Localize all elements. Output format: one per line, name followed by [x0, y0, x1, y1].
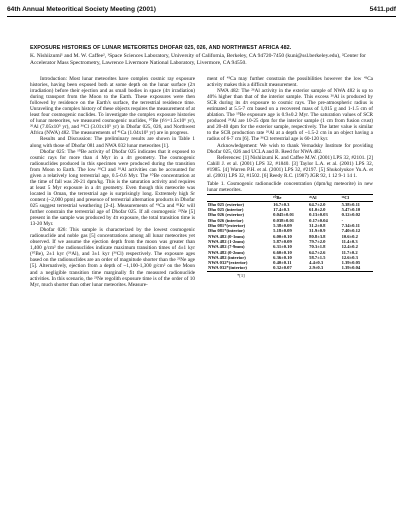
value-cell: 80.8±3.8	[309, 233, 326, 239]
references-paragraph: References: [1] Nishiizumi K. and Caffee M.W. (2001) LPS 32, #2101. [2] Cahill J. et al. (2001) LPS 32, #1840. [3] Taylor L.A. et al. (2001) LPS 32, #1985. [4] Warren P.H. et al. (2001) LPS 32, #2197. [5] Shukolyukov Yu.A. et al. (2001) LPS 32, #1502. [6] Reedy R.C. (1987) JGR 92, 1 12 9-1 14 1.	[207, 154, 373, 179]
value-cell: 6.00±0.10	[273, 233, 292, 239]
value-cell: 58.7±1.5	[309, 254, 326, 260]
conference-name: 64th Annual Meteoritical Society Meeting (2001)	[7, 6, 156, 13]
sample-name-cell: Dho 081*(exterior)	[208, 223, 246, 229]
value-cell: 79.7±2.0	[309, 238, 326, 244]
value-cell: 4.4±0.3	[309, 260, 324, 266]
value-cell: 0.13±0.03	[309, 212, 328, 218]
value-cell: 0.40±0.11	[273, 260, 292, 266]
sample-name-cell: Dho 026 (interior)	[208, 217, 244, 223]
nwa-482-paragraph: NWA 482: The ²⁶Al activity in the exterior sample of NWA 482 is up to 40% higher than that of the interior sample. This excess ²⁶Al is produced by SCR during its 4π exposure to cosmic rays. The pre-atmospheric radius is estimated at 5.5-7 cm based on a recovered mass of 1,015 g and 1-1.5 cm of ablation. The ¹⁰Be exposure age is 0.9±0.2 Myr. The saturation values of SCR produced ²⁶Al are 10-25 dpm for the interior sample (1 cm from fusion crust) and 20-40 dpm for the exterior sample, respectively. The latter value is similar to the SCR production rate ²⁶Al at a depth of ~1.5-2 cm in an object having a radius of 6-7 cm [6]. The ³⁶Cl terrestrial age is 60-120 kyr.	[207, 88, 373, 143]
sample-name-cell: NWA 482 (interior)	[208, 254, 246, 260]
sample-name-cell: NWA 032*(exterior)	[208, 260, 248, 266]
value-cell: 5.87±0.09	[273, 238, 292, 244]
sample-name-cell: Dho 026 (exterior)	[208, 212, 244, 218]
left-column	[30, 76, 195, 288]
value-cell: 1.39±0.04	[341, 265, 373, 271]
acknowledgement-paragraph: Acknowledgement: We wish to thank Vernadsky Institute for providing Dhofar 025, 026 and UCLA and B. Reed for NWA 482.	[207, 142, 373, 155]
value-cell: 12.6±0.3	[341, 254, 358, 260]
page-header	[7, 6, 396, 16]
table-row	[207, 212, 373, 217]
sample-name-cell: Dho 025 (exterior)	[208, 201, 244, 207]
header-cell	[207, 194, 272, 201]
value-cell: -	[341, 217, 344, 223]
value-cell: 7.40±0.12	[341, 228, 361, 234]
value-cell: 2.9±0.3	[308, 265, 340, 271]
value-cell: 0.32±0.07	[272, 265, 308, 271]
value-cell: 5.47±0.10	[341, 207, 361, 213]
sample-name-cell: Dho 025 (interior)	[208, 207, 244, 213]
header-cell: ¹⁰Be	[272, 194, 308, 201]
value-cell: 70.3±1.8	[309, 244, 326, 250]
value-cell: 12.4±0.2	[341, 244, 358, 250]
sample-name-cell: NWA 482 (7-9mm)	[208, 244, 245, 250]
dhofar-026-paragraph: Dhofar 026: This sample is characterized by the lowest cosmogenic radionuclide and noble gas [5] concentrations among all lunar meteorites yet observed. If we assume the ejection depth from the moon was greater than 1,400 g/cm² the radionuclides indicate maximum transition times of 4±1 kyr (¹⁰Be), 2±1 kyr (²⁶Al), and 3±1 kyr (³⁶Cl) respectively. The exposure ages based on the radionuclides are an order of magnitude shorter than the ²¹Ne age [5]. Alternatively, ejection from a depth of ~1,100-1,300 g/cm² on the Moon and a negligible transition time marginally fit the measured radionuclide activities. In this scenario, the ²¹Ne regolith exposure time is of the order of 10 Myr, much shorter than other lunar meteorites. Measure-	[30, 227, 195, 288]
value-cell: 5.38±0.11	[341, 201, 360, 207]
header-rule	[7, 16, 396, 17]
value-cell: 31.2±0.8	[309, 223, 326, 229]
paper-title: EXPOSURE HISTORIES OF LUNAR METEORITES DHOFAR 025, 026, AND NORTHWEST AFRICA 482.	[30, 45, 292, 51]
sample-name-cell: Dho 081*(interior)	[208, 228, 245, 234]
table-caption: Table 1. Cosmogenic radionuclide concentration (dpm/kg meteorite) in new lunar meteorites.	[207, 180, 373, 193]
value-cell: 6.36±0.10	[273, 254, 292, 260]
value-cell: 17.4±0.3	[273, 207, 290, 213]
value-cell: 11.4±0.3	[341, 238, 358, 244]
table-row	[207, 265, 373, 271]
value-cell: 5.38±0.09	[273, 223, 292, 229]
value-cell: 7.34±0.11	[341, 223, 360, 229]
value-cell: 0.038±0.01	[273, 217, 295, 223]
value-cell: 6.60±0.10	[273, 249, 292, 255]
header-cell: ²⁶Al	[308, 194, 340, 201]
sample-name-cell: NWA 032*(interior)	[207, 265, 272, 271]
value-cell: 0.17±0.04	[309, 217, 328, 223]
value-cell: 31.9±0.9	[309, 228, 326, 234]
value-cell: 0.12±0.02	[341, 212, 361, 218]
value-cell: 1.39±0.05	[341, 260, 361, 266]
right-column	[207, 76, 373, 279]
value-cell: 5.18±0.09	[273, 228, 292, 234]
value-cell: 16.7±0.3	[273, 201, 290, 207]
table-row	[207, 244, 373, 249]
value-cell: 61.0±2.0	[309, 207, 326, 213]
table-row	[207, 228, 373, 233]
table-header-row	[207, 194, 373, 201]
dhofar-025-paragraph: Dhofar 025: The ¹⁰Be activity of Dhofar 025 indicates that it exposed to cosmic rays for more than 4 Myr in a 4π geometry. The cosmogenic radionuclides produced in this specimen were produced during the transition from Moon to Earth. The low ³⁶Cl and ²⁶Al activities can be accounted for given a relatively long terrestrial age, 0.5-0.6 Myr. The ¹⁰Be concentration at the time of fall was 20-21 dpm/kg. This is the saturation activity and requires at least 5 Myr exposure in a 4π geometry. Even though this meteorite was located in Oman, the terrestrial age is surprisingly long. Extremely high Sr content (~2,000 ppm) and presence of terrestrial alternation products in Dhofar 025 suggest terrestrial weathering [2-4]. Measurements of ⁴¹Ca and ⁸¹Kr will further constrain the terrestrial age of Dhofar 025. If all cosmogenic ²¹Ne [5] present in the sample was produced by 4π exposure, the total transition time is 13-20 Myr.	[30, 148, 195, 228]
header-cell: ³⁶Cl	[341, 194, 373, 201]
radionuclide-table	[207, 194, 373, 272]
sample-name-cell: NWA 482 (0-1mm)	[208, 233, 245, 239]
sample-name-cell: NWA 482 (1-2mm)	[208, 238, 245, 244]
value-cell: 11.7±0.2	[341, 249, 358, 255]
table-body	[207, 201, 373, 271]
abstract-id: 5411.pdf	[369, 6, 396, 13]
value-cell: 64.7±2.0	[309, 201, 326, 207]
value-cell: 10.6±0.2	[341, 233, 358, 239]
intro-paragraph: Introduction: Most lunar meteorites have complex cosmic ray exposure histories, having been exposed both at some depth on the lunar surface (2π irradiation) before their ejection and as small bodies in space (4π irradiation) during transport from the Moon to the Earth. These exposures were then followed by residence on the Earth's surface, the terrestrial residence time. Unraveling the complex history of these objects requires the measurement of at least four cosmogenic nuclides. To investigate the complex exposure histories of lunar meteorites, we measured cosmogenic nuclides, ¹⁰Be (t½=1.5x10⁶ yr), ²⁶Al (7.05x10⁵ yr), and ³⁶Cl (3.01x10⁵ yr) in Dhofar 025, 026, and Northwest Africa (NWA) 482. The measurements of ⁴¹Ca (1.04x10⁵ yr) are in progress.	[30, 76, 195, 137]
value-cell: 0.045±0.01	[273, 212, 295, 218]
title-block	[30, 45, 375, 67]
value-cell: 64.7±2.6	[309, 249, 326, 255]
results-paragraph: Results and Discussion: The preliminary results are shown in Table 1 along with those of Dhofar 081 and NWA 032 lunar meteorites [1].	[30, 136, 195, 149]
table-footnote: *[1]	[237, 272, 245, 278]
value-cell: 6.31±0.10	[273, 244, 292, 250]
continued-paragraph: ment of ⁴¹Ca may further constrain the possibilities however the low ⁴¹Ca activity makes this a difficult measurement.	[207, 76, 373, 89]
sample-name-cell: NWA 482 (0-2mm)	[208, 249, 245, 255]
author-affiliations: K. Nishiizumi¹ and M. W. Caffee², ¹Space Sciences Laboratory, University of California, Berkeley, CA 94720-7450 (kuni@ssl.berkeley.edu), ²Center for Accelerator Mass Spectrometry, Lawrence Livermore National Laboratory, Livermore, CA 94550.	[30, 53, 366, 66]
